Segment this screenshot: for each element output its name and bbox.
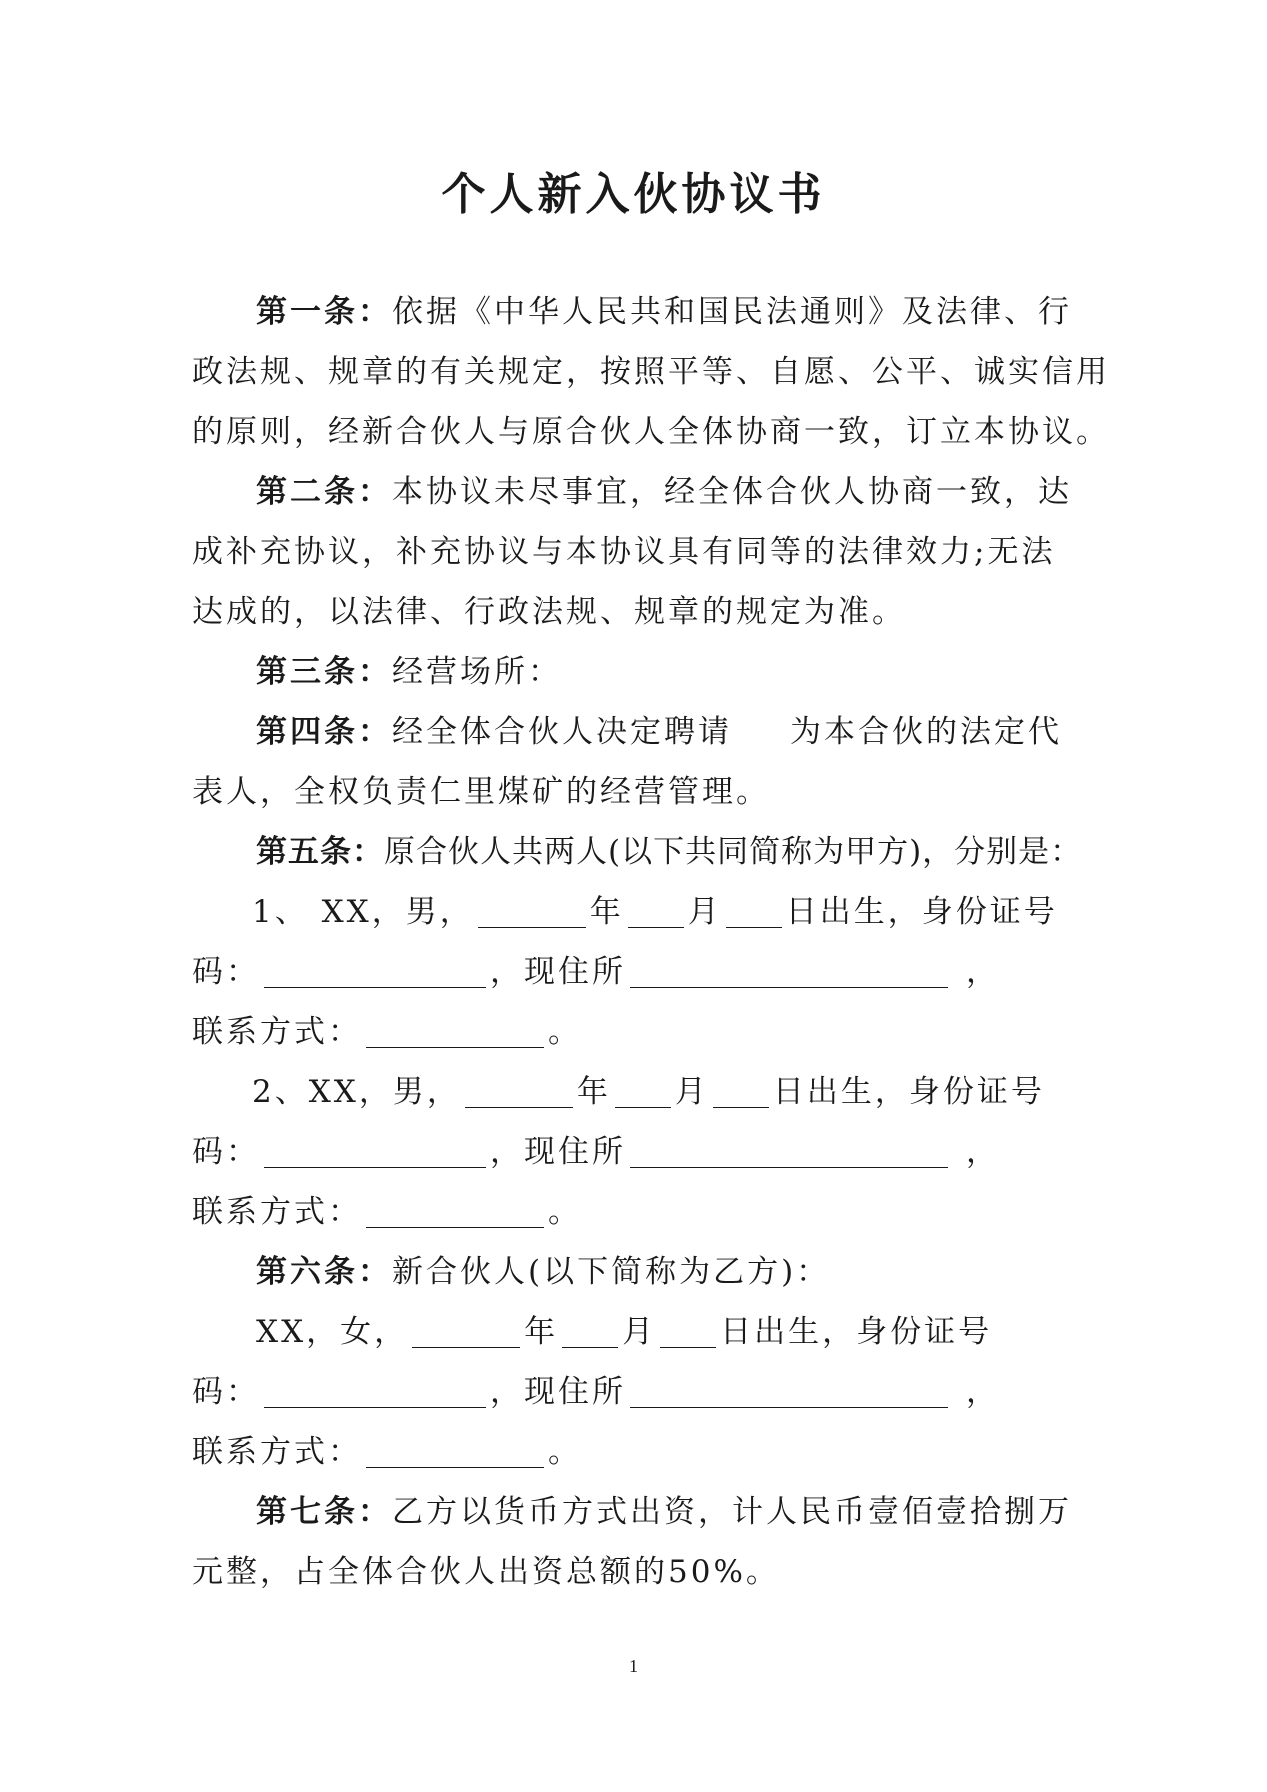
partner-2-born-label: 日出生，身份证号 (772, 1074, 1045, 1110)
partner-1-id-blank (264, 957, 486, 988)
partner-1-birth-month-blank (628, 897, 684, 928)
partner-1-born-label: 日出生，身份证号 (785, 894, 1058, 930)
partner-1-line-3 (192, 1002, 1072, 1062)
article-2-text-1: 本协议未尽事宜，经全体合伙人协商一致，达 (392, 474, 1072, 510)
partner-2-birth-month-blank (615, 1077, 671, 1108)
article-1-text-2: 政法规、规章的有关规定，按照平等、自愿、公平、诚实信用 (192, 354, 1110, 390)
article-4-label: 第四条： (256, 714, 392, 750)
article-5-line-1 (192, 822, 1083, 882)
article-2-text-3: 达成的，以法律、行政法规、规章的规定为准。 (192, 594, 906, 630)
partner-1-contact-label: 联系方式： (192, 1014, 362, 1050)
partner-2-contact-label: 联系方式： (192, 1194, 362, 1230)
partner-1-prefix: 1、 XX，男， (252, 894, 474, 930)
new-partner-address-label: ，现住所 (490, 1374, 626, 1410)
page-number: 1 (629, 1656, 638, 1676)
article-2-label: 第二条： (256, 474, 392, 510)
partner-2-month-label: 月 (674, 1074, 709, 1110)
article-4-line-1 (192, 702, 1072, 762)
partner-2-line-1 (192, 1062, 1072, 1122)
article-4-text-1b: 为本合伙的法定代 (790, 714, 1062, 750)
document-title: 个人新入伙协议书 (441, 169, 826, 220)
partner-2-prefix: 2、XX，男， (252, 1074, 461, 1110)
article-1-line-3 (192, 402, 1110, 462)
article-2-line-2 (192, 522, 1072, 582)
partner-1-id-label: 码： (192, 954, 260, 990)
partner-2-birth-year-blank (465, 1077, 573, 1108)
partner-1-address-label: ，现住所 (490, 954, 626, 990)
article-1-text-1: 依据《中华人民共和国民法通则》及法律、行 (392, 294, 1072, 330)
article-1-text-3: 的原则，经新合伙人与原合伙人全体协商一致，订立本协议。 (192, 414, 1110, 450)
partner-1-year-label: 年 (589, 894, 624, 930)
partner-1-birth-year-blank (478, 897, 586, 928)
new-partner-end-comma: ， (966, 1374, 1000, 1410)
partner-1-address-blank (630, 957, 948, 988)
partner-2-end-comma: ， (966, 1134, 1000, 1170)
partner-2-period: 。 (548, 1194, 582, 1230)
partner-1-line-2 (192, 942, 1072, 1002)
article-3-label: 第三条： (256, 654, 392, 690)
partner-1-line-1 (192, 882, 1072, 942)
new-partner-line-1 (192, 1302, 1072, 1362)
article-3-line-1 (192, 642, 1072, 702)
partner-1-period: 。 (548, 1014, 582, 1050)
partner-1-end-comma: ， (966, 954, 1000, 990)
new-partner-line-2 (192, 1362, 1072, 1422)
partner-2-address-label: ，现住所 (490, 1134, 626, 1170)
new-partner-born-label: 日出生，身份证号 (720, 1314, 993, 1350)
article-3-text-1: 经营场所： (392, 654, 562, 690)
partner-2-address-blank (630, 1137, 948, 1168)
partner-2-id-blank (264, 1137, 486, 1168)
new-partner-id-blank (264, 1377, 486, 1408)
article-2-text-2: 成补充协议，补充协议与本协议具有同等的法律效力;无法 (192, 534, 1056, 570)
partner-2-id-label: 码： (192, 1134, 260, 1170)
new-partner-month-label: 月 (622, 1314, 657, 1350)
article-5-text-1: 原合伙人共两人(以下共同简称为甲方)，分别是： (384, 834, 1083, 870)
article-7-line-1 (192, 1482, 1072, 1542)
new-partner-birth-month-blank (562, 1317, 618, 1348)
new-partner-address-blank (630, 1377, 948, 1408)
article-7-text-2: 元整，占全体合伙人出资总额的50%。 (192, 1554, 780, 1590)
article-1-line-1 (192, 282, 1072, 342)
partner-2-line-3 (192, 1182, 1072, 1242)
article-6-label: 第六条： (256, 1254, 392, 1290)
new-partner-year-label: 年 (524, 1314, 559, 1350)
article-7-label: 第七条： (256, 1494, 392, 1530)
new-partner-line-3 (192, 1422, 1072, 1482)
partner-1-month-label: 月 (687, 894, 722, 930)
partner-2-birth-day-blank (713, 1077, 769, 1108)
partner-2-year-label: 年 (576, 1074, 611, 1110)
article-4-line-2 (192, 762, 1072, 822)
partner-1-contact-blank (366, 1017, 544, 1048)
new-partner-id-label: 码： (192, 1374, 260, 1410)
article-5-label: 第五条： (256, 834, 384, 870)
article-7-text-1: 乙方以货币方式出资，计人民币壹佰壹拾捌万 (392, 1494, 1072, 1530)
partner-1-birth-day-blank (726, 897, 782, 928)
article-2-line-1 (192, 462, 1072, 522)
article-1-line-2 (192, 342, 1110, 402)
article-4-text-2: 表人，全权负责仁里煤矿的经营管理。 (192, 774, 770, 810)
article-7-line-2 (192, 1542, 1072, 1602)
new-partner-birth-year-blank (412, 1317, 520, 1348)
document-body (192, 282, 1110, 1602)
article-4-text-1a: 经全体合伙人决定聘请 (392, 714, 732, 750)
partner-2-line-2 (192, 1122, 1072, 1182)
article-6-text-1: 新合伙人(以下简称为乙方)： (392, 1254, 831, 1290)
article-1-label: 第一条： (256, 294, 392, 330)
new-partner-contact-label: 联系方式： (192, 1434, 362, 1470)
article-2-line-3 (192, 582, 1072, 642)
new-partner-birth-day-blank (660, 1317, 716, 1348)
partner-2-contact-blank (366, 1197, 544, 1228)
new-partner-prefix: XX，女， (256, 1314, 409, 1350)
new-partner-contact-blank (366, 1437, 544, 1468)
article-6-line-1 (192, 1242, 1072, 1302)
new-partner-period: 。 (548, 1434, 582, 1470)
